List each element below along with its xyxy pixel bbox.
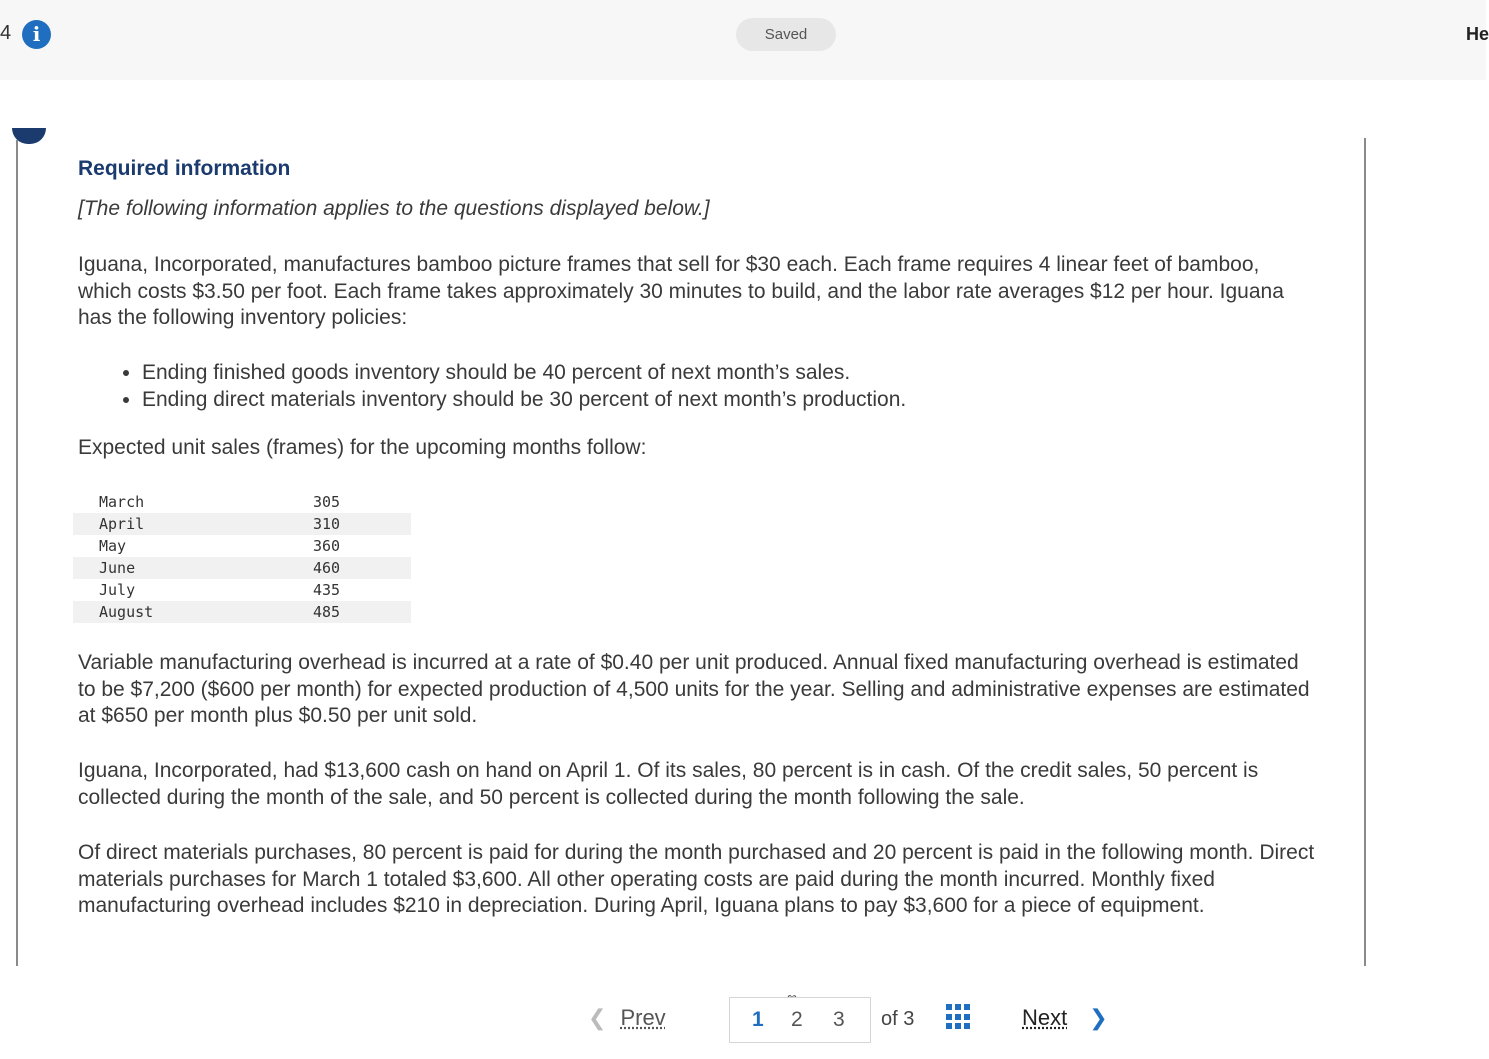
overhead-paragraph: Variable manufacturing overhead is incurred at a rate of $0.40 per unit produced. Annual fixed manufacturing overhead is estimated to be $7,200 ($600 per month) for expected production of 4,500 units for the year. Selling and administrative expenses are estimated at $650 per month plus $0.50 per unit sold.	[78, 651, 1310, 727]
units-cell: 460	[299, 557, 411, 579]
table-row	[73, 513, 411, 535]
table-row	[73, 557, 411, 579]
units-cell: 310	[299, 513, 411, 535]
inventory-policies-list	[78, 359, 906, 413]
units-cell: 435	[313, 581, 341, 599]
next-button[interactable]	[1022, 1005, 1108, 1031]
table-row	[73, 601, 411, 623]
month-cell: May	[99, 537, 127, 555]
sales-intro: Expected unit sales (frames) for the upcoming months follow:	[78, 436, 647, 459]
page-count: of 3	[881, 1008, 915, 1030]
month-cell: July	[99, 581, 136, 599]
table-row	[73, 535, 411, 557]
next-label: Next	[1022, 1005, 1068, 1030]
sales-table	[73, 491, 411, 623]
page-selector	[729, 997, 871, 1043]
month-cell: June	[73, 557, 299, 579]
month-cell: April	[73, 513, 299, 535]
info-icon[interactable]: i	[22, 20, 51, 49]
cash-paragraph: Iguana, Incorporated, had $13,600 cash on hand on April 1. Of its sales, 80 percent is in cash. Of the credit sales, 50 percent is collected during the month of the sale, and 50 percent is collected during the month following the sale.	[78, 759, 1259, 809]
table-row	[73, 491, 411, 513]
right-divider	[1364, 138, 1366, 966]
month-cell: March	[99, 493, 145, 511]
intro-paragraph: Iguana, Incorporated, manufactures bamboo picture frames that sell for $30 each. Each frame requires 4 linear feet of bamboo, which costs $3.50 per foot. Each frame takes approximately 30 minutes to build, and the labor rate averages $12 per hour. Iguana has the following inventory policies:	[78, 253, 1284, 329]
units-cell: 485	[299, 601, 411, 623]
required-info-title: Required information	[78, 157, 291, 180]
top-bar	[0, 0, 1489, 80]
policy-item: • Ending direct materials inventory should be 30 percent of next month’s production.	[142, 386, 906, 413]
page-1-button[interactable]: 1	[752, 1008, 764, 1031]
prev-label: Prev	[620, 1005, 666, 1030]
month-cell: August	[73, 601, 299, 623]
left-divider	[16, 140, 18, 966]
prev-button[interactable]	[588, 1005, 666, 1031]
page-3-button[interactable]: 3	[833, 1008, 845, 1031]
table-row	[73, 579, 411, 601]
page-2-button[interactable]: 2	[791, 1008, 803, 1031]
help-link[interactable]: He	[1466, 24, 1489, 44]
grid-icon[interactable]	[946, 1004, 972, 1030]
saved-status: Saved	[736, 18, 836, 51]
question-number: 4	[0, 22, 12, 44]
required-info-subtitle: [The following information applies to the questions displayed below.]	[78, 197, 710, 220]
purchases-paragraph: Of direct materials purchases, 80 percent is paid for during the month purchased and 20 percent is paid in the following month. Direct materials purchases for March 1 totaled $3,600. All other operating costs are paid during the month incurred. Monthly fixed manufacturing overhead includes $210 in depreciation. During April, Iguana plans to pay $3,600 for a piece of equipment.	[78, 841, 1315, 917]
chevron-left-icon: ❮	[588, 1005, 607, 1030]
units-cell: 360	[313, 537, 341, 555]
units-cell: 305	[313, 493, 341, 511]
policy-item: • Ending finished goods inventory should be 40 percent of next month’s sales.	[142, 359, 906, 386]
chevron-right-icon: ❯	[1089, 1005, 1108, 1030]
